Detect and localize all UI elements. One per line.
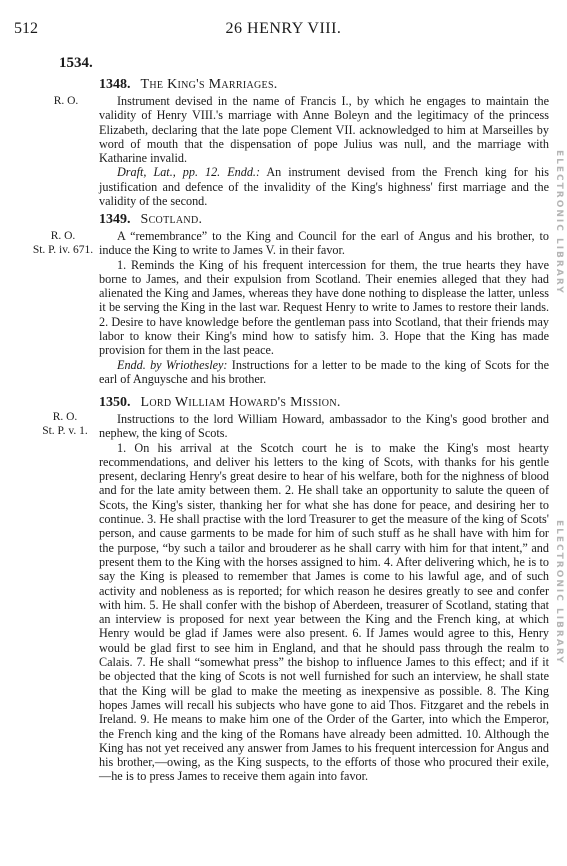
entry-name: Scotland.: [140, 212, 203, 227]
watermark: ELECTRONIC LIBRARY: [554, 520, 564, 665]
source-line: R. O.: [50, 230, 76, 242]
entry-paragraph: A “remembrance” to the King and Council for the earl of Angus and his brother, to induce the King to write to James V. in their favor.: [99, 229, 549, 258]
entry-paragraph: 1. Reminds the King of his frequent intercession for them, the true hearts they have borne to James, and their expulsion from Scotland. Their enemies alleged that they had alienated the King and James, whereas they have done nothing to displease the latter, unless it be serving the King in the last war. Request Henry to write to James to restore their lands. 2. Desire to have knowledge before the gentleman pass into Scotland, that their friends may labor to know their King's mind how to satisfy him. 3. Hope that the King has made provision for them in the last peace.: [99, 257, 549, 358]
entry-paragraph: Instrument devised in the name of Francis I., by which he engages to maintain the validity of Henry VIII.'s marriage with Anne Boleyn and the legitimacy of the princess Elizabeth, declaring that the late pope Clement VII. acknowledged to him at Marseilles by word of mouth that the dispensation of pope Julius was null, and the marriage with Katharine invalid.: [99, 94, 549, 166]
entry-note: Endd. by Wriothesley: Instructions for a letter to be made to the king of Scots for the earl of Anguysche and his brother.: [99, 357, 549, 386]
source-line: R. O.: [53, 95, 79, 107]
source-ref-1350: [32, 410, 98, 438]
entry-1350: [99, 394, 549, 784]
entry-number: 1350.: [99, 395, 131, 410]
page-number: 512: [14, 20, 38, 37]
note-label: Endd. by Wriothesley:: [117, 357, 228, 372]
year-heading: 1534.: [59, 55, 93, 71]
source-ref-1348: [36, 94, 96, 108]
entry-1348: [99, 76, 549, 208]
source-ref-1349: [30, 229, 96, 257]
source-line: R. O.: [52, 411, 78, 423]
entry-paragraph: 1. On his arrival at the Scotch court he is to make the King's most hearty recommendations, and deliver his letters to the king of Scots, with thanks for his gentle present, declaring Henry's great desire to hear of his welfare, both for the nighness of blood and for the late amity between them. 2. He shall take an opportunity to salute the queen of Scots, the King's sister, thanking her for what she has done for peace, and desiring her to continue. 3. He shall practise with the lord Treasurer to get the measure of the king of Scots' person, and cause garments to be made for him of such stuff as he shall have with him for the purpose, “by such a tailor and brouderer as he shall carry with him for that intent,” and present them to the King with the horses assigned to him. 4. After delivering which, he is to say the King is pleased to remember that James is come to his lawful age, and of such activity and nobleness as is reported; for which reason he desires greatly to see and confer with him. 5. He shall confer with the bishop of Aberdeen, treasurer of Scotland, stating that an interview is proposed for next year between the King and the French king, at which Henry would be glad if James were also present. 6. If James would agree to this, Henry would be glad first to see him in England, and that he should pass through the realm to Calais. 7. He shall “somewhat press” the bishop to influence James to this effect; and if it be objected that the king of Scots is not well furnished for such an interview, he shall state that the King will be glad to make the meeting as inexpensive as possible. 8. The King hopes James will recall his subjects who have gone to aid Thos. Fitzgaret and the rebels in Ireland. 9. He means to make him one of the Order of the Garter, into which the Emperor, the French king and the king of the Romans have already been admitted. 10. Although the King has not yet received any answer from James to his frequent intercession for Angus and his brother,—owing, as the King suspects, to the efforts of those who procured their exile,—he is to press James to receive them again into favor.: [99, 440, 549, 784]
source-line: St. P. iv. 671.: [32, 244, 94, 256]
source-line: St. P. v. 1.: [42, 425, 88, 437]
watermark: ELECTRONIC LIBRARY: [554, 150, 564, 295]
entry-title: [99, 211, 549, 229]
entry-name: Lord William Howard's Mission.: [140, 395, 341, 410]
entry-name: The King's Marriages.: [140, 77, 278, 92]
note-label: Draft, Lat., pp. 12. Endd.:: [117, 165, 261, 180]
entry-number: 1349.: [99, 212, 131, 227]
entry-number: 1348.: [99, 77, 131, 92]
entry-1349: [99, 211, 549, 386]
running-title: 26 HENRY VIII.: [225, 20, 342, 37]
page-header: [14, 20, 553, 42]
entry-note: Draft, Lat., pp. 12. Endd.: An instrument devised from the French king for his justification and defence of the invalidity of the King's highness' first marriage and the validity of the second.: [99, 165, 550, 209]
entry-title: [99, 76, 549, 94]
entry-paragraph: Instructions to the lord William Howard, ambassador to the King's good brother and nephew, the king of Scots.: [99, 412, 549, 441]
entry-title: [99, 394, 549, 412]
